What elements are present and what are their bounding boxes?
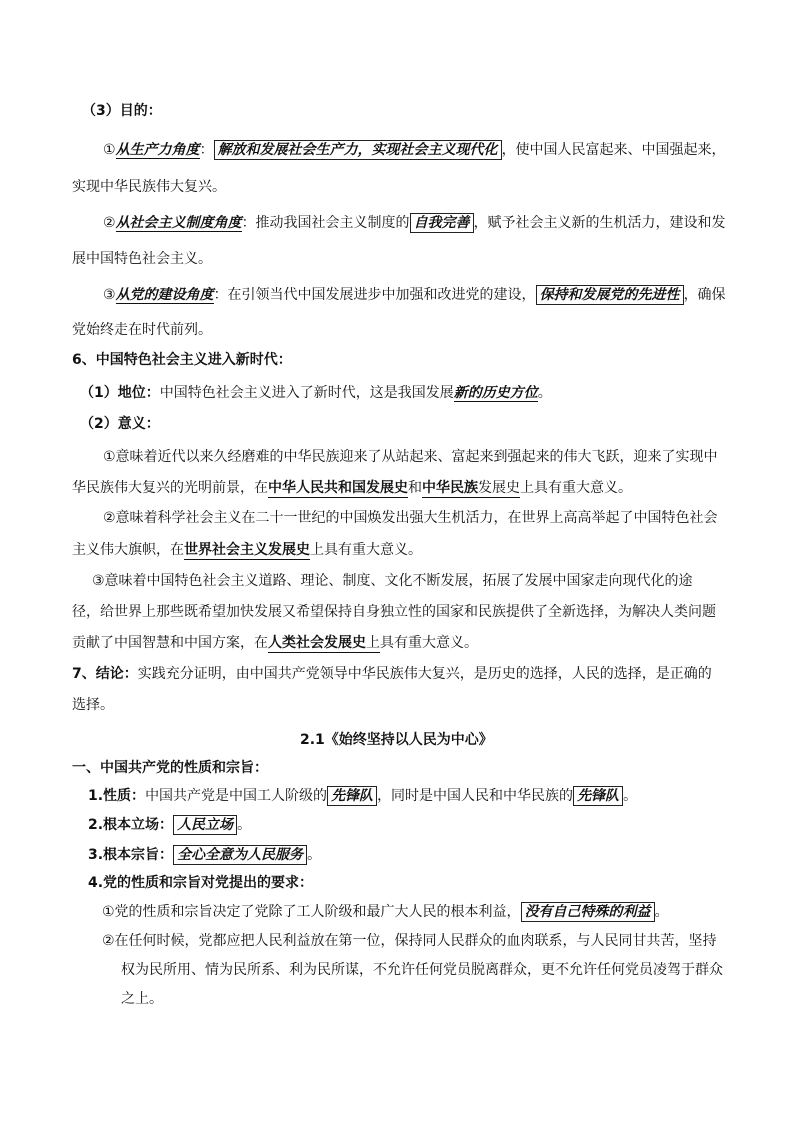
line-text: ①党的性质和宗旨决定了党除了工人阶级和最广大人民的根本利益，: [102, 904, 521, 920]
meaning-1-line-1: ①意味着近代以来久经磨难的中华民族迎来了从站起来、富起来到强起来的伟大飞跃，迎来了实现中: [103, 449, 718, 465]
emphasis: 新的历史方位: [453, 385, 538, 401]
period: 。: [623, 788, 638, 804]
meaning-3-line-1: ③意味着中国特色社会主义道路、理论、制度、文化不断发展，拓展了发展中国家走向现代化的途: [92, 573, 693, 589]
section-7-line-2: 选择。: [72, 697, 114, 713]
line-text: 中国特色社会主义进入了新时代，这是我国发展: [159, 385, 454, 401]
angle-label: 从生产力角度: [115, 142, 200, 158]
period: 。: [654, 904, 669, 920]
purpose-item-1-line-1: [103, 140, 726, 160]
item-marker: ②: [103, 215, 116, 231]
colon: ：: [199, 142, 214, 158]
purpose-item-3-line-2: 党始终走在时代前列。: [72, 322, 212, 338]
meaning-2-line-1: ②意味着科学社会主义在二十一世纪的中国焕发出强大生机活力，在世界上高高举起了中国特色社会: [103, 510, 718, 526]
line-text: 上具有重大意义。: [310, 542, 422, 558]
line-text: 华民族伟大复兴的光明前景，在: [72, 480, 268, 496]
position-line: [80, 383, 552, 403]
emphasis: 中华民族: [422, 480, 478, 496]
emphasis: 人类社会发展史: [268, 635, 366, 651]
requirements-label: 4.党的性质和宗旨对党提出的要求：: [88, 875, 314, 891]
purpose-item-2-line-2: 展中国特色社会主义。: [72, 251, 212, 267]
line-text: 实践充分证明，由中国共产党领导中华民族伟大复兴，是历史的选择，人民的选择，是正确的: [137, 666, 712, 682]
emphasis: 中华人民共和国发展史: [268, 480, 408, 496]
line-text: ，同时是中国人民和中华民族的: [377, 788, 574, 804]
nature-line: [88, 786, 637, 806]
meaning-3-line-3: [72, 633, 478, 653]
stand-line: [88, 815, 251, 835]
boxed-keyword: 全心全意为人民服务: [173, 845, 307, 865]
purpose-heading: （3）目的：: [82, 103, 162, 119]
period: 。: [537, 385, 552, 401]
meaning-2-line-2: [72, 540, 422, 560]
stand-label: 2.根本立场：: [88, 817, 174, 833]
boxed-keyword: 先锋队: [327, 786, 377, 806]
line-text: ，使中国人民富起来、中国强起来，: [501, 142, 726, 158]
emphasis-tail: 上: [366, 635, 380, 651]
purpose-item-3-line-1: [103, 285, 726, 305]
boxed-keyword: 自我完善: [410, 213, 474, 233]
period: 。: [237, 817, 252, 833]
boxed-keyword: 保持和发展党的先进性: [536, 285, 684, 305]
position-label: （1）地位：: [80, 385, 160, 401]
requirement-2-line-3: 之上。: [121, 991, 163, 1007]
boxed-keyword: 人民立场: [173, 815, 237, 835]
line-text: ，赋予社会主义新的生机活力，建设和发: [473, 215, 726, 231]
part-1-heading: 一、中国共产党的性质和宗旨：: [72, 760, 268, 776]
angle-label: 从社会主义制度角度: [115, 215, 242, 231]
meaning-label: （2）意义：: [80, 416, 160, 432]
purpose-item-2-line-1: [103, 213, 726, 233]
line-text: 中国共产党是中国工人阶级的: [145, 788, 328, 804]
purpose-line: [88, 845, 321, 865]
purpose-label: 3.根本宗旨：: [88, 847, 174, 863]
requirement-2-line-2: 权为民所用、情为民所系、利为民所谋，不允许任何党员脱离群众，更不允许任何党员凌驾于群众: [121, 962, 723, 978]
nature-label: 1.性质：: [88, 788, 146, 804]
purpose-item-1-line-2: 实现中华民族伟大复兴。: [72, 179, 226, 195]
lesson-title: 2.1《始终坚持以人民为中心》: [300, 732, 493, 748]
period: 。: [307, 847, 322, 863]
section-7-line-1: [72, 664, 712, 684]
requirement-1: [102, 902, 669, 922]
line-text: 主义伟大旗帜，在: [72, 542, 184, 558]
line-text: ：在引领当代中国发展进步中加强和改进党的建设，: [213, 287, 536, 303]
line-text: ，确保: [683, 287, 726, 303]
line-text: ：推动我国社会主义制度的: [241, 215, 410, 231]
line-text: 具有重大意义。: [380, 635, 478, 651]
conclusion-label: 7、结论：: [72, 666, 138, 682]
item-marker: ①: [103, 142, 116, 158]
boxed-keyword: 没有自己特殊的利益: [521, 902, 655, 922]
item-marker: ③: [103, 287, 116, 303]
boxed-keyword: 解放和发展社会生产力，实现社会主义现代化: [214, 140, 502, 160]
emphasis-tail: 发展史: [478, 480, 520, 496]
section-6-heading: 6、中国特色社会主义进入新时代：: [72, 352, 292, 368]
boxed-keyword: 先锋队: [573, 786, 623, 806]
meaning-1-line-2: [72, 478, 632, 498]
emphasis: 世界社会主义发展史: [184, 542, 310, 558]
line-text: 上具有重大意义。: [520, 480, 632, 496]
angle-label: 从党的建设角度: [115, 287, 214, 303]
line-text: 贡献了中国智慧和中国方案，在: [72, 635, 268, 651]
requirement-2-line-1: ②在任何时候，党都应把人民利益放在第一位，保持同人民群众的血肉联系，与人民同甘共苦，坚持: [102, 933, 717, 949]
meaning-3-line-2: 径，给世界上那些既希望加快发展又希望保持自身独立性的国家和民族提供了全新选择，为解决人类问题: [72, 604, 716, 620]
line-text: 和: [408, 480, 422, 496]
